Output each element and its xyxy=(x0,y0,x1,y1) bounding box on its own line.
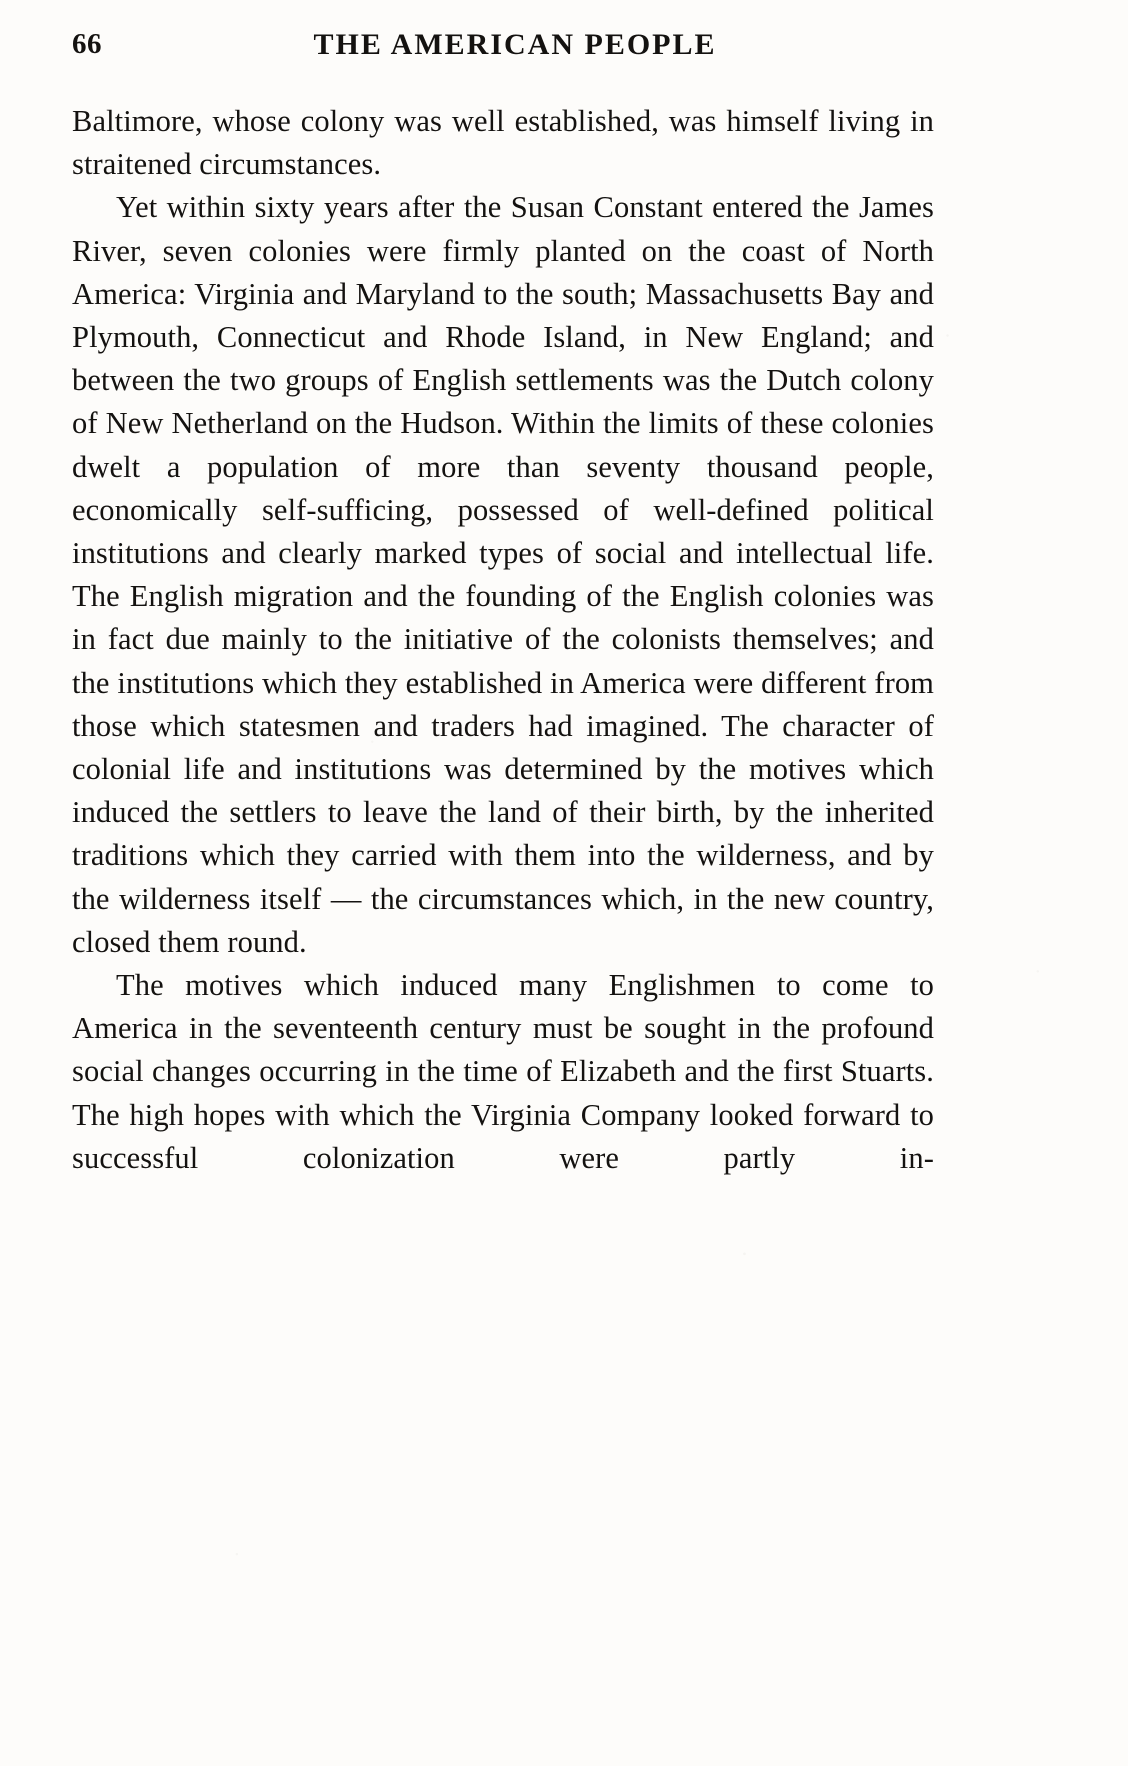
running-head: THE AMERICAN PEOPLE xyxy=(313,28,717,61)
paragraph: The motives which induced many Englishmen to come to America in the seventeenth century must be sought in the profound social changes occurring in the time of Elizabeth and the first Stuarts. The high hopes with which the Virginia Company looked forward to successful colonization were partly in- xyxy=(72,968,934,1175)
paragraph: Baltimore, whose colony was well established, was himself living in straitened circumstances. xyxy=(72,104,934,182)
body-text xyxy=(72,100,934,1223)
page-number: 66 xyxy=(72,28,102,60)
page-content xyxy=(72,28,934,1223)
paragraph: Yet within sixty years after the Susan Constant entered the James River, seven colonies were firmly planted on the coast of North America: Virginia and Maryland to the south; Massachusetts Bay and Plymouth, Connecticut and Rhode Island, in New England; and between the two groups of English settlements was the Dutch colony of New Netherland on the Hudson. Within the limits of these colonies dwelt a population of more than seventy thousand people, economically self-sufficing, possessed of well-defined political institutions and clearly marked types of social and intellectual life. The English migration and the founding of the English colonies was in fact due mainly to the initiative of the colonists themselves; and the institutions which they established in America were different from those which statesmen and traders had imagined. The character of colonial life and institutions was determined by the motives which induced the settlers to leave the land of their birth, by the inherited traditions which they carried with them into the wilderness, and by the wilderness itself — the circumstances which, in the new country, closed them round. xyxy=(72,190,934,959)
page-header xyxy=(72,28,934,84)
